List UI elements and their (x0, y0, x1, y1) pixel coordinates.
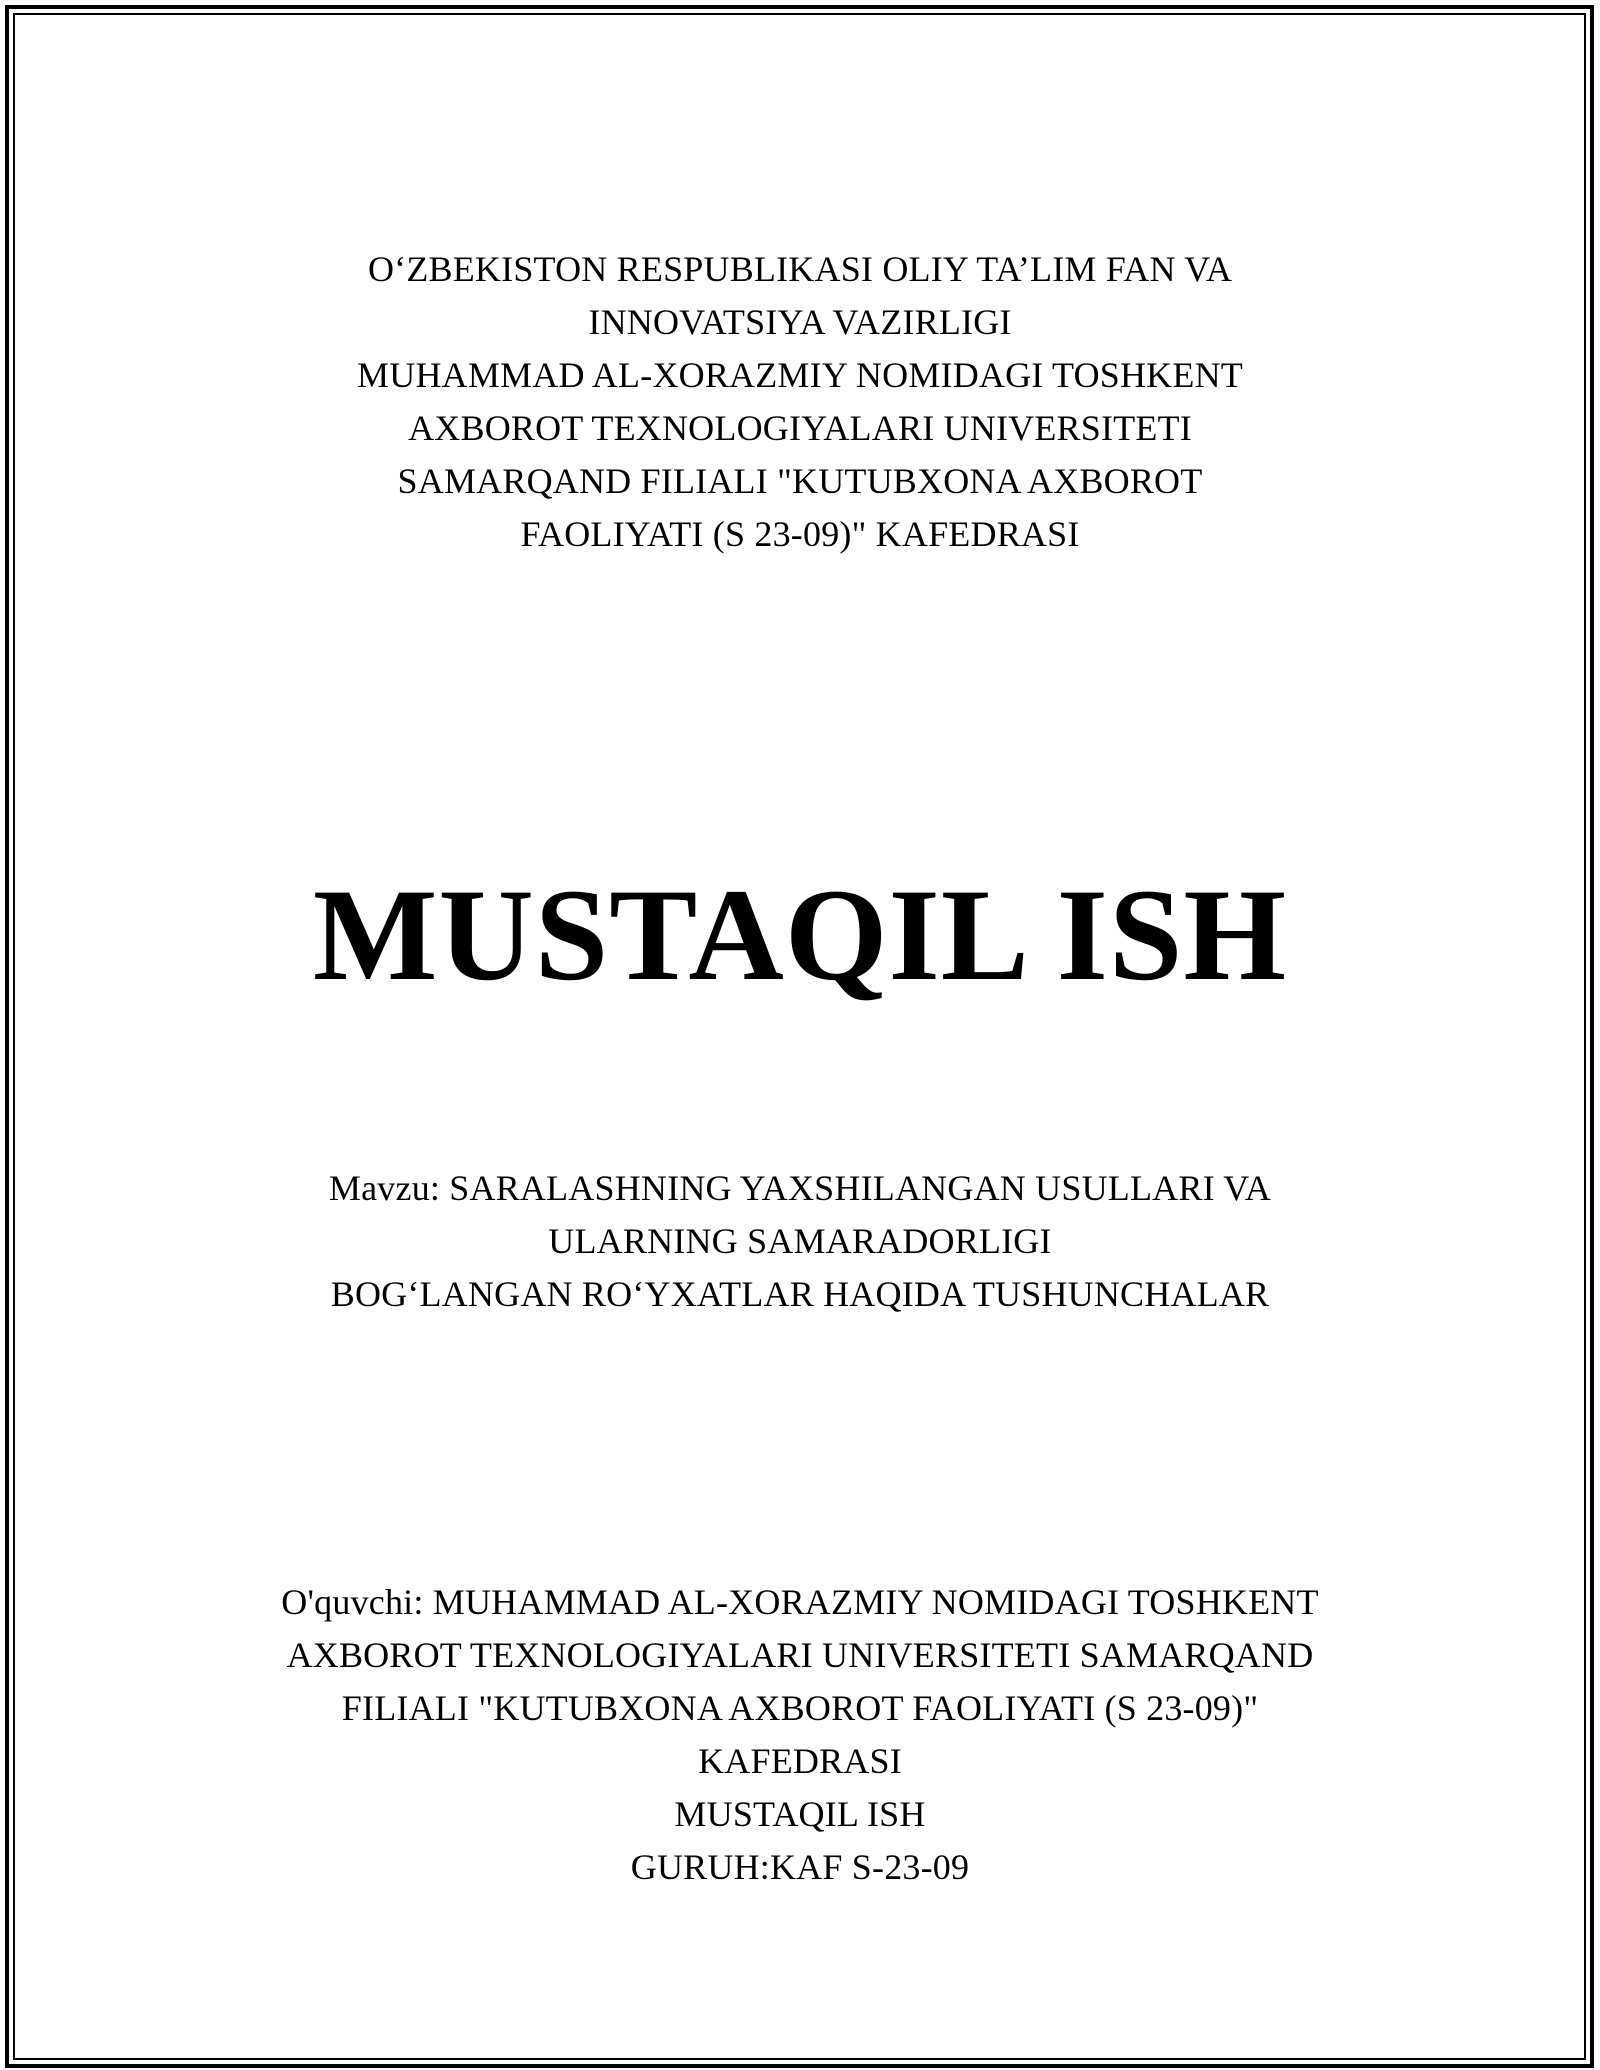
header-line: INNOVATSIYA VAZIRLIGI (588, 302, 1012, 342)
author-line: GURUH:KAF S-23-09 (630, 1847, 970, 1887)
header-line: O‘ZBEKISTON RESPUBLIKASI OLIY TA’LIM FAN VA (367, 249, 1233, 289)
topic-section (0, 1162, 1600, 1321)
author-section (0, 1576, 1600, 1894)
header-line: FAOLIYATI (S 23-09)" KAFEDRASI (520, 514, 1080, 554)
header-line: MUHAMMAD AL-XORAZMIY NOMIDAGI TOSHKENT (357, 355, 1243, 395)
author-line: AXBOROT TEXNOLOGIYALARI UNIVERSITETI SAMARQAND (286, 1635, 1314, 1675)
institution-header (0, 243, 1600, 561)
header-line: SAMARQAND FILIALI "KUTUBXONA AXBOROT (397, 461, 1203, 501)
document-title: MUSTAQIL ISH (312, 861, 1288, 1008)
author-line: O'quvchi: MUHAMMAD AL-XORAZMIY NOMIDAGI TOSHKENT (281, 1582, 1319, 1622)
author-line: FILIALI "KUTUBXONA AXBOROT FAOLIYATI (S 23-09)" (341, 1688, 1259, 1728)
author-line: MUSTAQIL ISH (674, 1794, 926, 1834)
topic-line: BOG‘LANGAN RO‘YXATLAR HAQIDA TUSHUNCHALAR (330, 1274, 1270, 1314)
author-line: KAFEDRASI (698, 1741, 902, 1781)
header-line: AXBOROT TEXNOLOGIYALARI UNIVERSITETI (408, 408, 1192, 448)
topic-line: ULARNING SAMARADORLIGI (548, 1221, 1052, 1261)
topic-line: Mavzu: SARALASHNING YAXSHILANGAN USULLARI VA (328, 1168, 1272, 1208)
